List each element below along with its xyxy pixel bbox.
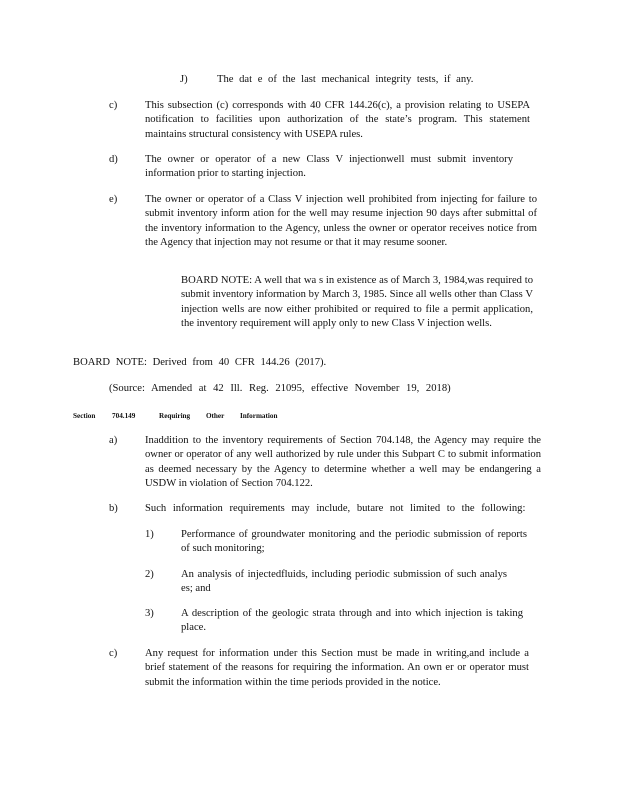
section-word: Section [73, 412, 96, 420]
section-b2-label: 2) [145, 569, 154, 580]
item-j-text: The dat e of the last mechanical integrity tests, if any. [217, 74, 474, 85]
section-b-text: Such information requirements may include, butare not limited to the following: [145, 503, 526, 514]
section-b3-text: A description of the geologic strata through and into which injection is taking place. [181, 608, 523, 634]
board-note-outer: BOARD NOTE: Derived from 40 CFR 144.26 (2017). [73, 357, 327, 368]
section-b2-text: An analysis of injectedfluids, including periodic submission of such analys es; and [181, 569, 507, 595]
subsection-d-text: The owner or operator of a new Class V injectionwell must submit inventory information prior to starting injection. [145, 154, 513, 180]
section-b1-text: Performance of groundwater monitoring and the periodic submission of reports of such monitoring; [181, 529, 527, 555]
item-j-label: J) [180, 74, 188, 85]
section-c-label: c) [109, 648, 118, 659]
section-title: Requiring Other Information [159, 412, 278, 420]
section-b1-label: 1) [145, 529, 154, 540]
section-a-text: Inaddition to the inventory requirements of Section 704.148, the Agency may require the owner or operator of any well authorized by rule under this Subpart C to submit information as deemed necessary by the Agency to determine whether a well may be endangering a USDW in violation of Section 704.122. [145, 435, 541, 490]
subsection-e-label: e) [109, 194, 118, 205]
section-number: 704.149 [112, 412, 136, 420]
section-b-label: b) [109, 503, 118, 514]
subsection-e-text: The owner or operator of a Class V injection well prohibited from injecting for failure to submit inventory inform ation for the well may resume injection 90 days after submittal of the inventory information to the Agency, unless the owner or operator receives notice from the Agency that injection may not resume or that it may resume sooner. [145, 194, 537, 249]
board-note-inner: BOARD NOTE: A well that wa s in existence as of March 3, 1984,was required to submit inventory information by March 3, 1985. Since all wells other than Class V injection wells are now either prohibited or required to file a permit application, the inventory requirement will apply only to new Class V injection wells. [181, 275, 533, 330]
subsection-c-label: c) [109, 100, 118, 111]
section-c-text: Any request for information under this Section must be made in writing,and include a brief statement of the reasons for requiring the information. An own er or operator must submit the information within the time periods provided in the notice. [145, 648, 529, 688]
source-note: (Source: Amended at 42 Ill. Reg. 21095, effective November 19, 2018) [109, 383, 451, 394]
subsection-c-text: This subsection (c) corresponds with 40 CFR 144.26(c), a provision relating to USEPA notification to facilities upon authorization of the state’s program. This statement maintains structural consistency with USEPA rules. [145, 100, 530, 140]
section-a-label: a) [109, 435, 118, 446]
subsection-d-label: d) [109, 154, 118, 165]
section-b3-label: 3) [145, 608, 154, 619]
